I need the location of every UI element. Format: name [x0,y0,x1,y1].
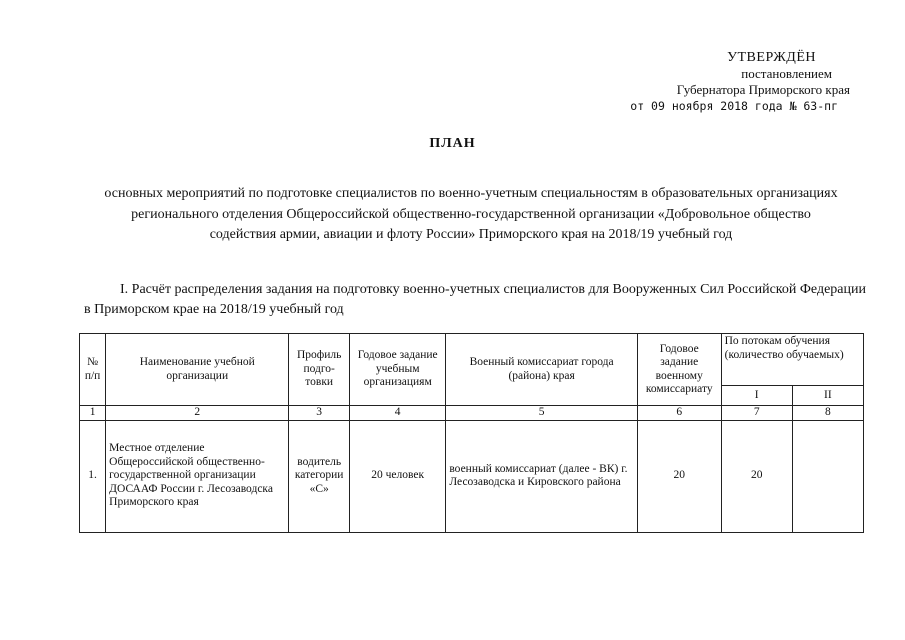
document-subtitle: основных мероприятий по подготовке специалистов по военно-учетным специальностям в образовательных организациях регионального отделения Общероссийской общественно-государственной организации «Добровольное общество содействия армии, авиации и флоту России» Приморского края на 2018/19 учебный год [104,186,838,242]
header-stream-2: II [792,386,863,406]
table-row [80,420,864,532]
plan-table [79,333,864,533]
header-annual-task-commissariat: Годовое задание военному комиссариату [637,334,721,406]
approval-date: от 09 ноября 2018 года № 63-пг [630,99,838,113]
document-title: ПЛАН [429,136,476,151]
column-numbers-row [80,406,864,421]
column-number: 5 [446,406,638,421]
row-commissariat: военный комиссариат (далее - ВК) г. Лесозаводска и Кировского района [446,420,638,532]
row-annual-task-commissariat: 20 [637,420,721,532]
row-stream-2 [792,420,863,532]
section-heading: I. Расчёт распределения задания на подготовку военно-учетных специалистов для Вооруженных Сил Российской Федерации в Приморском крае на 2018/19 учебный год [84,282,866,317]
column-number: 3 [289,406,350,421]
row-stream-1: 20 [721,420,792,532]
column-number: 1 [80,406,106,421]
header-streams: По потокам обучения (количество обучаемых) [721,334,863,386]
column-number: 2 [106,406,289,421]
header-profile: Профиль подго-товки [289,334,350,406]
row-profile: водитель категории «С» [289,420,350,532]
header-stream-1: I [721,386,792,406]
approval-stamp [560,50,850,114]
row-annual-task-orgs: 20 человек [350,420,446,532]
column-number: 7 [721,406,792,421]
approval-word: УТВЕРЖДЁН [727,50,816,65]
table-header-row [80,334,864,386]
row-org-name: Местное отделение Общероссийской общественно-государственной организации ДОСААФ России г. Лесозаводска Приморского края [106,420,289,532]
header-annual-task-orgs: Годовое задание учебным организациям [350,334,446,406]
header-commissariat: Военный комиссариат города (района) края [446,334,638,406]
approval-governor: Губернатора Приморского края [676,82,850,97]
approval-decree: постановлением [741,66,832,81]
header-num: № п/п [80,334,106,406]
header-org-name: Наименование учебной организации [106,334,289,406]
column-number: 8 [792,406,863,421]
row-num: 1. [80,420,106,532]
column-number: 6 [637,406,721,421]
column-number: 4 [350,406,446,421]
